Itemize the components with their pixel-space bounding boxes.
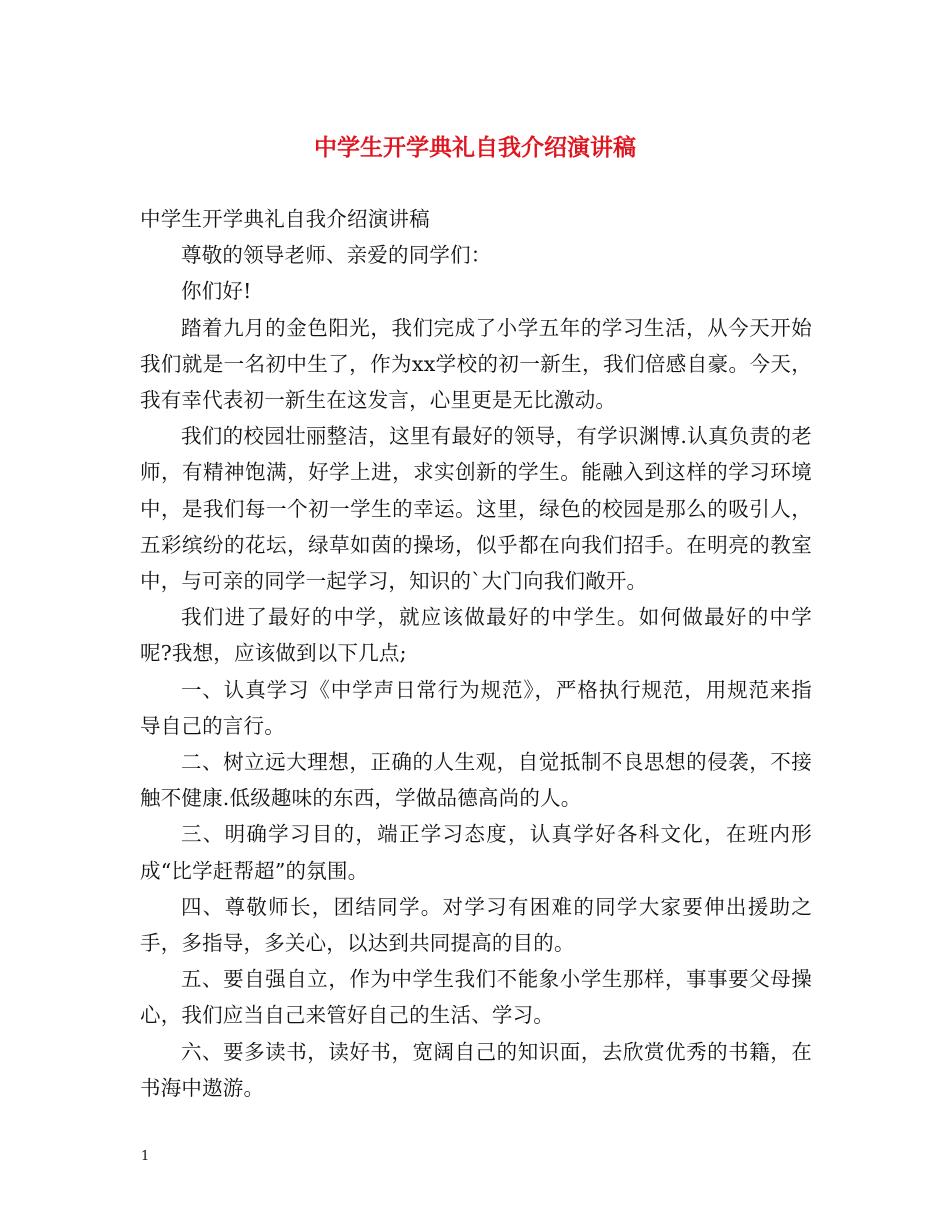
paragraph-campus: 我们的校园壮丽整洁，这里有最好的领导，有学识渊博.认真负责的老师，有精神饱满，好学上进，求实创新的学生。能融入到这样的学习环境中，是我们每一个初一学生的幸运。这里，绿色的校园是那么的吸引人，五彩缤纷的花坛，绿草如茵的操场，似乎都在向我们招手。在明亮的教室中，与可亲的同学一起学习，知识的`大门向我们敞开。 [140,424,812,594]
greeting-salutation: 尊敬的领导老师、亲爱的同学们： [181,243,492,268]
document-title: 中学生开学典礼自我介绍演讲稿 [314,134,636,161]
list-item-5: 五、要自强自立，作为中学生我们不能象小学生那样，事事要父母操心，我们应当自己来管好自己的生活、学习。 [140,967,812,1028]
list-item-3: 三、明确学习目的，端正学习态度，认真学好各科文化，在班内形成“比学赶帮超”的氛围。 [140,822,812,883]
paragraph-intro: 踏着九月的金色阳光，我们完成了小学五年的学习生活，从今天开始我们就是一名初中生了，作为xx学校的初一新生，我们倍感自豪。今天，我有幸代表初一新生在这发言，心里更是无比激动。 [140,315,812,413]
paragraph-best-student: 我们进了最好的中学，就应该做最好的中学生。如何做最好的中学呢?我想，应该做到以下几点; [140,605,812,666]
list-item-2: 二、树立远大理想，正确的人生观，自觉抵制不良思想的侵袭，不接触不健康.低级趣味的东西，学做品德高尚的人。 [140,750,812,811]
list-item-6: 六、要多读书，读好书，宽阔自己的知识面，去欣赏优秀的书籍，在书海中遨游。 [140,1039,812,1100]
list-item-1: 一、认真学习《中学声日常行为规范》，严格执行规范，用规范来指导自己的言行。 [140,677,812,738]
document-body [140,201,812,1106]
greeting-hello: 你们好! [181,279,252,304]
list-item-4: 四、尊敬师长，团结同学。对学习有困难的同学大家要伸出援助之手，多指导，多关心，以达到共同提高的目的。 [140,894,812,956]
page-number: 1 [141,1149,150,1164]
subtitle-paragraph: 中学生开学典礼自我介绍演讲稿 [140,207,430,231]
